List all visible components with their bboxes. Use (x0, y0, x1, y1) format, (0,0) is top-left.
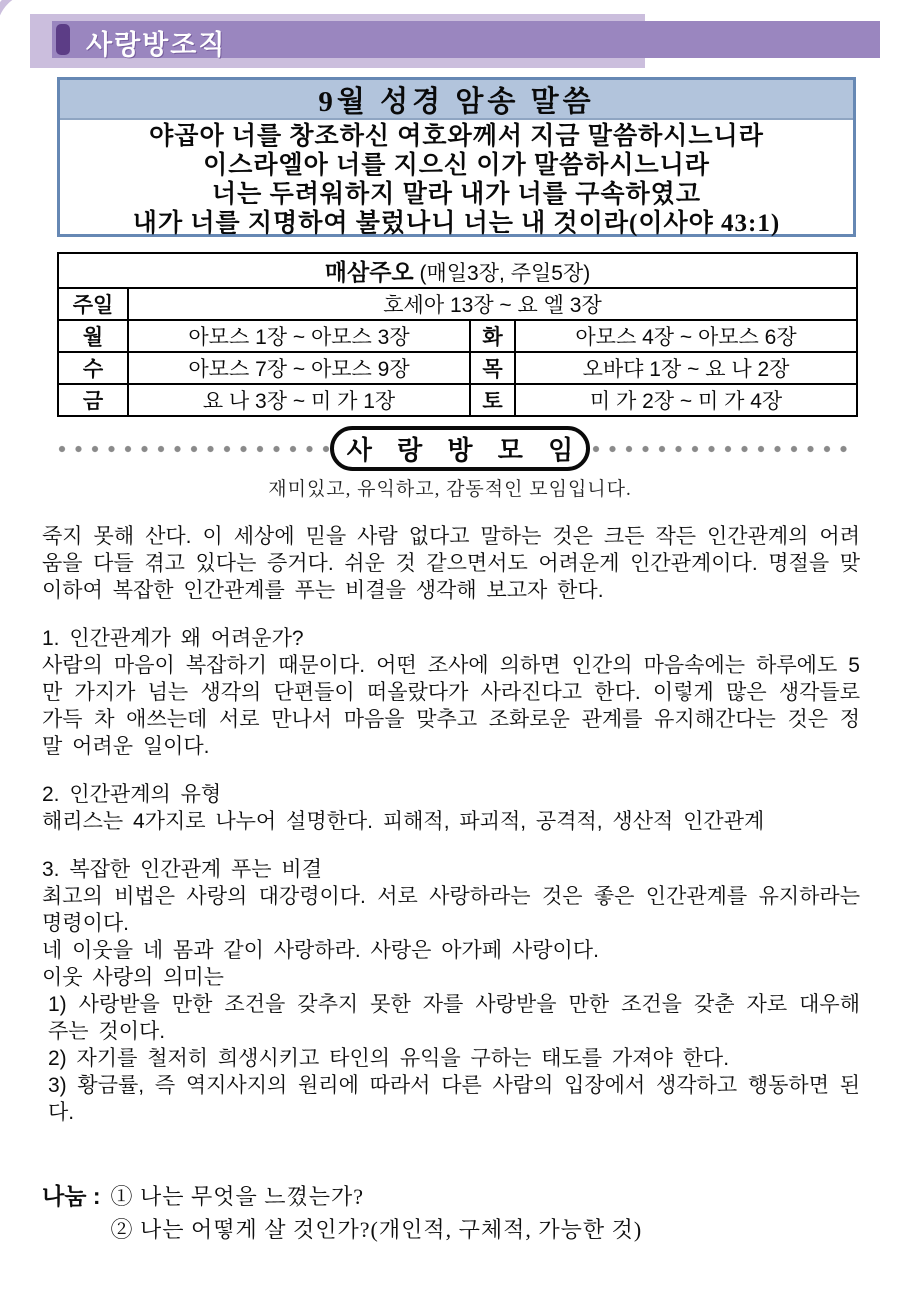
day-cell: 주일 (58, 288, 128, 320)
meeting-caption: 재미있고, 유익하고, 감동적인 모임입니다. (268, 479, 632, 500)
day-cell: 화 (470, 320, 515, 352)
range-cell: 아모스 4장 ~ 아모스 6장 (515, 320, 857, 352)
numbered-item: 2) 자기를 철저히 희생시키고 타인의 유익을 구하는 태도를 가져야 한다. (48, 1047, 730, 1070)
numbered-item: 1) 사랑받을 만한 조건을 갖추지 못한 자를 사랑받을 만한 조건을 갖춘 자로 대우해 주는 것이다. (48, 993, 860, 1043)
sharing-block (42, 1180, 860, 1246)
reading-plan-title-bold: 매삼주오 (324, 259, 414, 285)
section-header-bar (52, 21, 880, 58)
memory-verse-box (57, 77, 856, 237)
table-row (58, 320, 857, 352)
numbered-item: 3) 황금률, 즉 역지사지의 원리에 따라서 다른 사람의 입장에서 생각하고 행동하면 된다. (48, 1074, 860, 1124)
sharing-item: ② 나는 어떻게 살 것인가?(개인적, 구체적, 가능한 것) (110, 1217, 643, 1242)
section-heading: 1. 인간관계가 왜 어려운가? (42, 627, 304, 650)
section-1 (42, 625, 860, 760)
day-cell: 목 (470, 352, 515, 384)
reading-plan-table (57, 252, 858, 417)
day-cell: 토 (470, 384, 515, 416)
range-cell: 아모스 7장 ~ 아모스 9장 (128, 352, 470, 384)
range-cell: 미 가 2장 ~ 미 가 4장 (515, 384, 857, 416)
meeting-body (42, 523, 860, 1126)
section-paragraph: 이웃 사랑의 의미는 (42, 966, 224, 989)
section-header-accent-bar (56, 24, 70, 55)
section-heading: 3. 복잡한 인간관계 푸는 비결 (42, 858, 322, 881)
reading-plan-title-cell (58, 253, 857, 288)
range-cell: 호세아 13장 ~ 요 엘 3장 (128, 288, 857, 320)
verse-line: 이스라엘아 너를 지으신 이가 말씀하시느니라 (203, 152, 710, 179)
dotted-line-left (57, 444, 329, 454)
memory-verse-body (60, 120, 853, 238)
table-row-sunday (58, 288, 857, 320)
table-row-title (58, 253, 857, 288)
range-cell: 아모스 1장 ~ 아모스 3장 (128, 320, 470, 352)
sharing-label: 나눔 : (42, 1183, 101, 1209)
table-row (58, 352, 857, 384)
sharing-items (111, 1180, 643, 1246)
verse-line: 내가 너를 지명하여 불렀나니 너는 내 것이라(이사야 43:1) (132, 210, 781, 237)
section-paragraph: 네 이웃을 네 몸과 같이 사랑하라. 사랑은 아가페 사랑이다. (42, 939, 599, 962)
verse-line: 야곱아 너를 창조하신 여호와께서 지금 말씀하시느니라 (149, 123, 764, 150)
meeting-badge: 사 랑 방 모 임 (330, 426, 590, 471)
section-paragraph: 사람의 마음이 복잡하기 때문이다. 어떤 조사에 의하면 인간의 마음속에는 하루에도 5만 가지가 넘는 생각의 단편들이 떠올랐다가 사라진다고 한다. 이렇게 많은 생각들로 가득 차 애쓰는데 서로 만나서 마음을 맞추고 조화로운 관계를 유지해간다는 것은 정말 어려운 일이다. (42, 654, 860, 758)
section-2 (42, 781, 860, 835)
intro-paragraph: 죽지 못해 산다. 이 세상에 믿을 사람 없다고 말하는 것은 크든 작든 인간관계의 어려움을 다들 겪고 있다는 증거다. 쉬운 것 같으면서도 어려운게 인간관계이다. 명절을 맞이하여 복잡한 인간관계를 푸는 비결을 생각해 보고자 한다. (42, 525, 860, 602)
day-cell: 수 (58, 352, 128, 384)
day-cell: 금 (58, 384, 128, 416)
verse-line: 너는 두려워하지 말라 내가 너를 구속하였고 (212, 181, 701, 208)
dotted-line-right (591, 444, 856, 454)
memory-verse-title: 9월 성경 암송 말씀 (60, 80, 853, 120)
section-paragraph: 최고의 비법은 사랑의 대강령이다. 서로 사랑하라는 것은 좋은 인간관계를 유지하라는 명령이다. (42, 885, 860, 935)
reading-plan-title-rest: (매일3장, 주일5장) (413, 262, 591, 285)
day-cell: 월 (58, 320, 128, 352)
section-3 (42, 856, 860, 1126)
range-cell: 오바댜 1장 ~ 요 나 2장 (515, 352, 857, 384)
range-cell: 요 나 3장 ~ 미 가 1장 (128, 384, 470, 416)
section-paragraph: 해리스는 4가지로 나누어 설명한다. 피해적, 파괴적, 공격적, 생산적 인간관계 (42, 810, 765, 833)
section-header-title: 사랑방조직 (86, 30, 227, 60)
section-heading: 2. 인간관계의 유형 (42, 783, 222, 806)
table-row (58, 384, 857, 416)
sharing-item: ① 나는 무엇을 느꼈는가? (110, 1184, 365, 1209)
